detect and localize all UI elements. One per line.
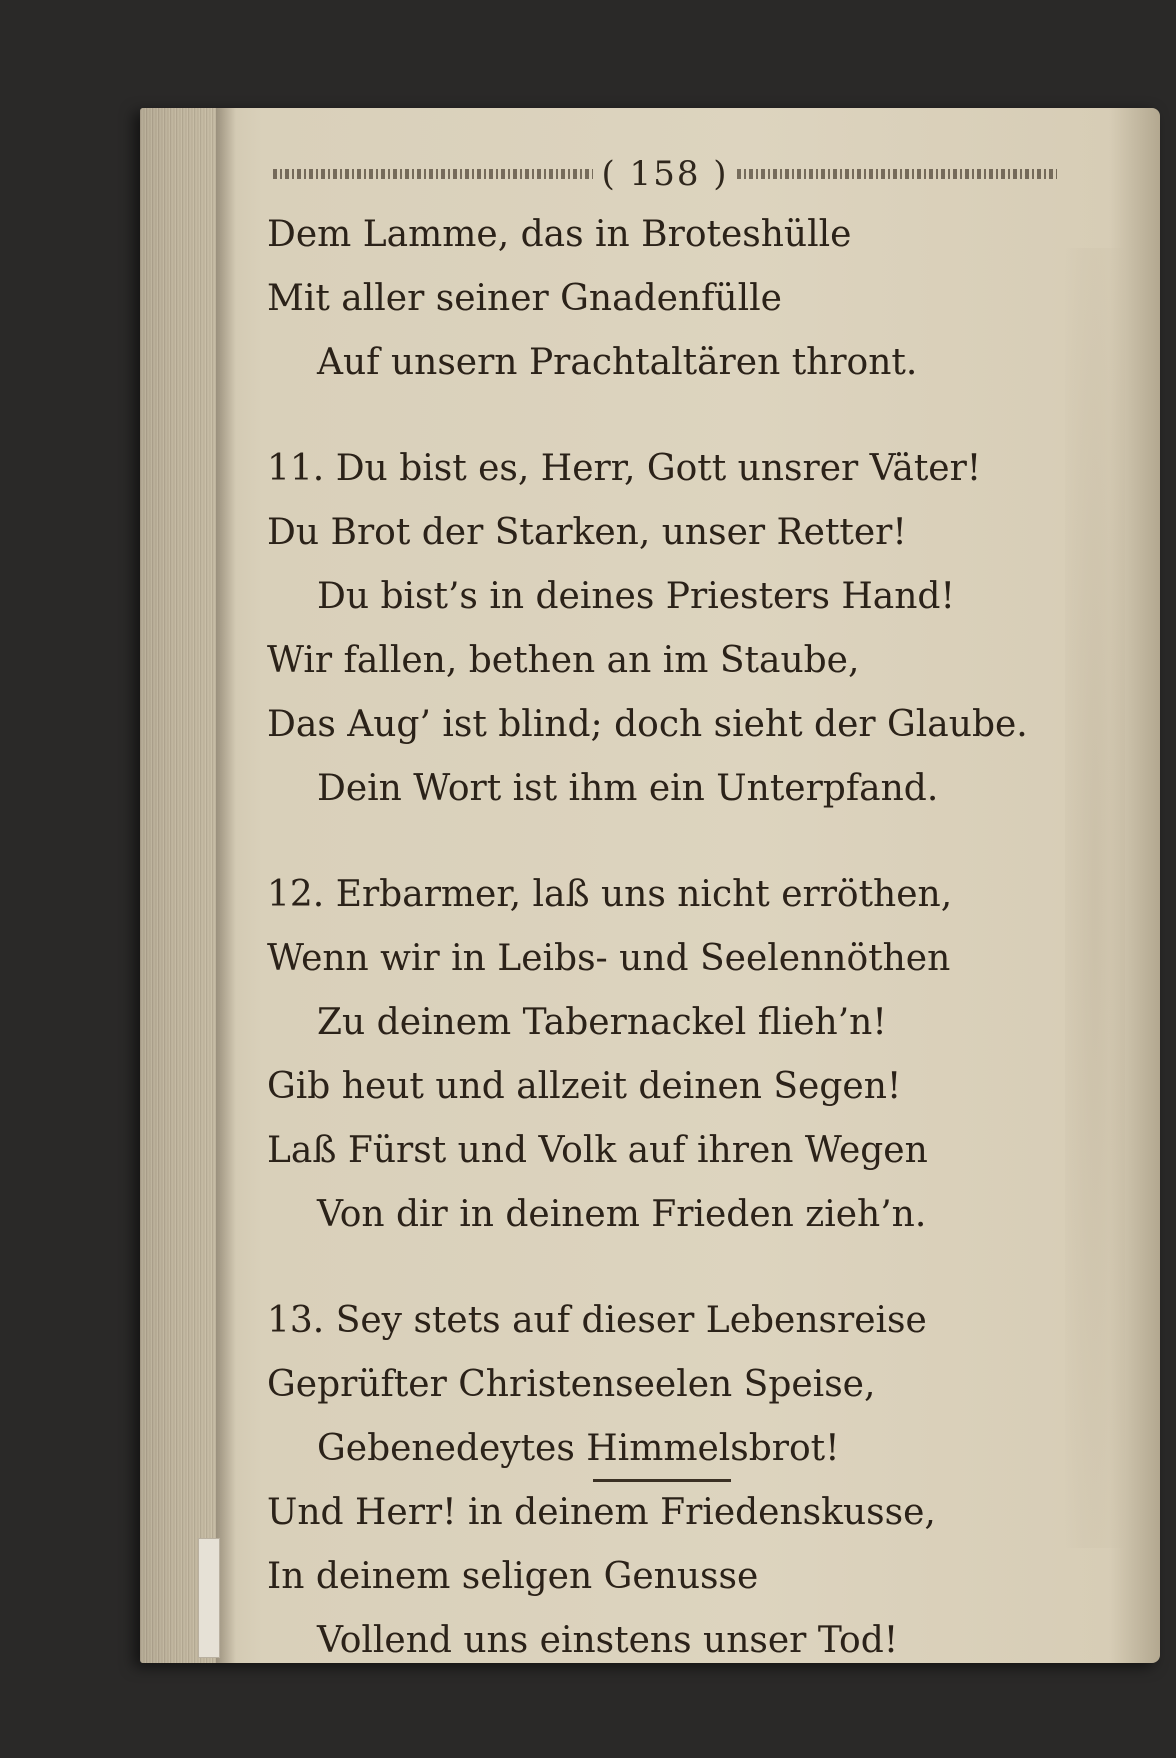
text-line: Von dir in deinem Frieden zieh’n.: [317, 1194, 927, 1235]
page-edges: [140, 108, 216, 1663]
text-line: Zu deinem Tabernackel flieh’n!: [317, 1002, 887, 1043]
text-line: Das Aug’ ist blind; doch sieht der Glaube.: [267, 704, 1028, 745]
text-line: Dem Lamme, das in Broteshülle: [267, 214, 852, 255]
text-line: 11. Du bist es, Herr, Gott unsrer Väter!: [267, 448, 982, 489]
stanza-12: [267, 863, 1107, 1247]
page-header: [265, 154, 1065, 194]
gutter-shadow: [216, 108, 236, 1663]
text-line: 12. Erbarmer, laß uns nicht erröthen,: [267, 874, 953, 915]
text-line: Gebenedeytes Himmelsbrot!: [317, 1428, 840, 1469]
text-line: Du Brot der Starken, unser Retter!: [267, 512, 907, 553]
ornament-left: [273, 169, 593, 179]
stanza-11: [267, 437, 1107, 821]
end-rule: [593, 1479, 731, 1482]
text-line: Du bist’s in deines Priesters Hand!: [317, 576, 955, 617]
book-page: [140, 108, 1160, 1663]
text-line: Wir fallen, bethen an im Staube,: [267, 640, 860, 681]
paper-tab: [198, 1538, 220, 1658]
hymn-text: [267, 203, 1107, 1673]
text-line: Und Herr! in deinem Friedenskusse,: [267, 1492, 936, 1533]
text-line: Dein Wort ist ihm ein Unterpfand.: [317, 768, 939, 809]
text-line: 13. Sey stets auf dieser Lebensreise: [267, 1300, 927, 1341]
page-number: ( 158 ): [601, 154, 729, 194]
ornament-right: [737, 169, 1057, 179]
text-line: Gib heut und allzeit deinen Segen!: [267, 1066, 902, 1107]
text-line: Auf unsern Prachtaltären thront.: [317, 342, 918, 383]
text-line: Laß Fürst und Volk auf ihren Wegen: [267, 1130, 928, 1171]
text-line: In deinem seligen Genusse: [267, 1556, 759, 1597]
text-line: Wenn wir in Leibs- und Seelennöthen: [267, 938, 951, 979]
text-line: Geprüfter Christenseelen Speise,: [267, 1364, 876, 1405]
text-line: Mit aller seiner Gnadenfülle: [267, 278, 782, 319]
text-line: Vollend uns einstens unser Tod!: [317, 1620, 899, 1661]
